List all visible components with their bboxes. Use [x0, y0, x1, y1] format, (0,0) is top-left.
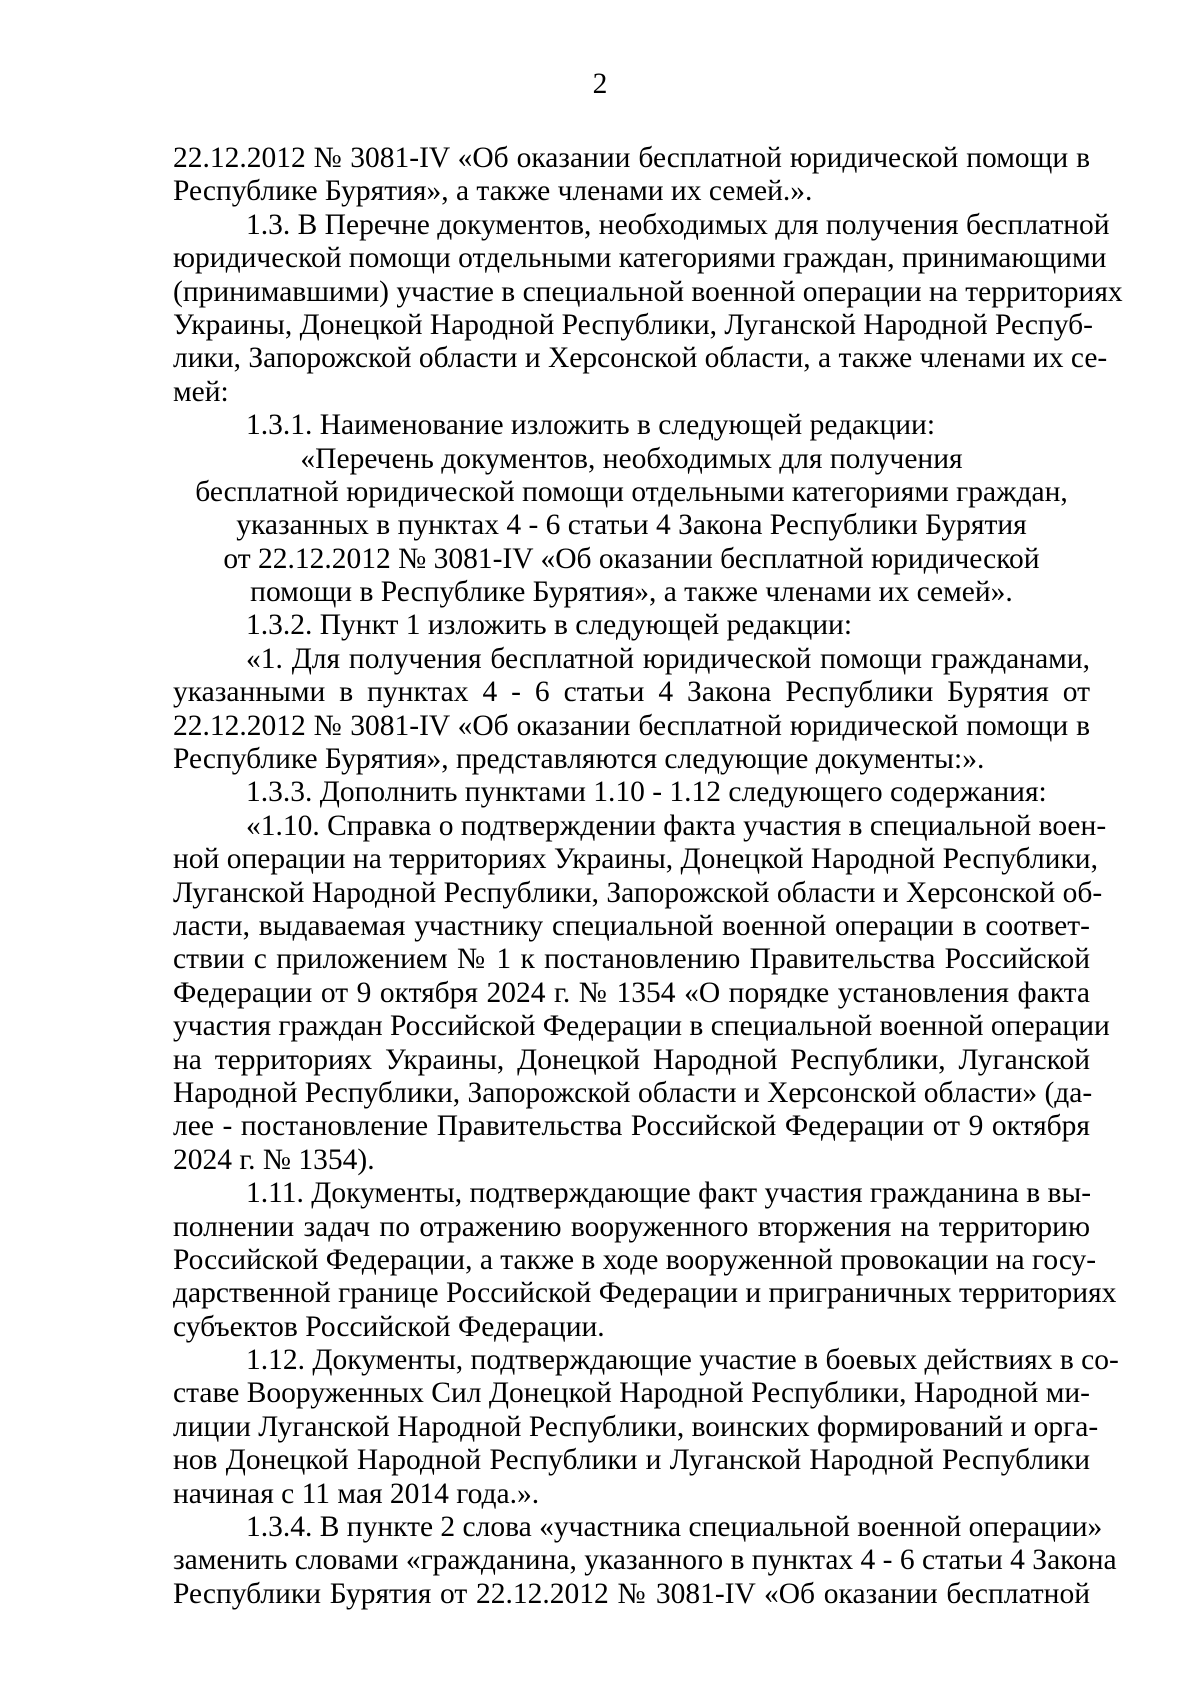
text-line: Республике Бурятия», представляются следующие документы:». [173, 743, 985, 776]
text-line: юридической помощи отдельными категориями граждан, принимающими [173, 242, 1107, 275]
text-line: полнении задач по отражению вооруженного вторжения на территорию [173, 1210, 1090, 1243]
text-line: заменить словами «гражданина, указанного в пунктах 4 - 6 статьи 4 Закона [173, 1544, 1117, 1577]
text-line: Народной Республики, Запорожской области и Херсонской области» (да- [173, 1076, 1093, 1109]
document-body [173, 142, 1123, 1611]
page-number: 2 [592, 68, 608, 100]
text-line: лее - постановление Правительства Российской Федерации от 9 октября [173, 1110, 1090, 1143]
text-line: субъектов Российской Федерации. [173, 1310, 605, 1343]
text-line: от 22.12.2012 № 3081-IV «Об оказании бесплатной юридической [223, 542, 1040, 575]
text-line: 1.3.1. Наименование изложить в следующей редакции: [246, 409, 936, 442]
text-line: помощи в Республике Бурятия», а также членами их семей». [250, 576, 1013, 609]
text-line: 22.12.2012 № 3081-IV «Об оказании бесплатной юридической помощи в [173, 709, 1090, 742]
text-line: 22.12.2012 № 3081-IV «Об оказании бесплатной юридической помощи в [173, 142, 1090, 174]
text-line: Украины, Донецкой Народной Республики, Луганской Народной Респуб- [173, 308, 1093, 341]
text-line: 1.12. Документы, подтверждающие участие в боевых действиях в со- [246, 1344, 1119, 1377]
text-line: лиции Луганской Народной Республики, воинских формирований и орга- [173, 1410, 1099, 1443]
text-line: указанными в пунктах 4 - 6 статьи 4 Закона Республики Бурятия от [173, 676, 1090, 709]
text-line: Федерации от 9 октября 2024 г. № 1354 «О порядке установления факта [173, 976, 1090, 1009]
text-line: Российской Федерации, а также в ходе вооруженной провокации на госу- [173, 1243, 1097, 1276]
text-line: Республике Бурятия», а также членами их семей.». [173, 175, 813, 208]
text-line: ставе Вооруженных Сил Донецкой Народной Республики, Народной ми- [173, 1377, 1090, 1410]
text-line: на территориях Украины, Донецкой Народной Республики, Луганской [173, 1043, 1090, 1076]
text-line: «1. Для получения бесплатной юридической помощи гражданами, [246, 642, 1090, 675]
text-line: ной операции на территориях Украины, Донецкой Народной Республики, [173, 843, 1098, 876]
text-line: участия граждан Российской Федерации в специальной военной операции [173, 1010, 1110, 1043]
text-line: лики, Запорожской области и Херсонской области, а также членами их се- [173, 342, 1108, 375]
text-line: ласти, выдаваемая участнику специальной военной операции в соответ- [173, 909, 1090, 942]
text-line: «1.10. Справка о подтверждении факта участия в специальной воен- [246, 809, 1107, 842]
text-line: «Перечень документов, необходимых для получения [300, 442, 963, 475]
text-line: 1.3. В Перечне документов, необходимых для получения бесплатной [246, 208, 1110, 241]
text-line: 1.3.4. В пункте 2 слова «участника специальной военной операции» [246, 1511, 1103, 1544]
text-line: бесплатной юридической помощи отдельными категориями граждан, [195, 475, 1068, 508]
text-line: нов Донецкой Народной Республики и Луганской Народной Республики [173, 1444, 1090, 1477]
text-line: (принимавшими) участие в специальной военной операции на территориях [173, 275, 1123, 308]
text-line: мей: [173, 375, 229, 408]
text-line: Луганской Народной Республики, Запорожской области и Херсонской об- [173, 876, 1103, 909]
text-line: начиная с 11 мая 2014 года.». [173, 1477, 540, 1510]
text-line: 1.3.3. Дополнить пунктами 1.10 - 1.12 следующего содержания: [246, 776, 1047, 809]
text-line: 1.3.2. Пункт 1 изложить в следующей редакции: [246, 609, 853, 642]
text-line: 2024 г. № 1354). [173, 1143, 375, 1176]
text-line: 1.11. Документы, подтверждающие факт участия гражданина в вы- [246, 1177, 1092, 1210]
text-line: ствии с приложением № 1 к постановлению Правительства Российской [173, 943, 1090, 976]
text-line: указанных в пунктах 4 - 6 статьи 4 Закона Республики Бурятия [236, 509, 1027, 542]
text-line: дарственной границе Российской Федерации и приграничных территориях [173, 1277, 1117, 1310]
text-line: Республики Бурятия от 22.12.2012 № 3081-IV «Об оказании бесплатной [173, 1577, 1090, 1610]
